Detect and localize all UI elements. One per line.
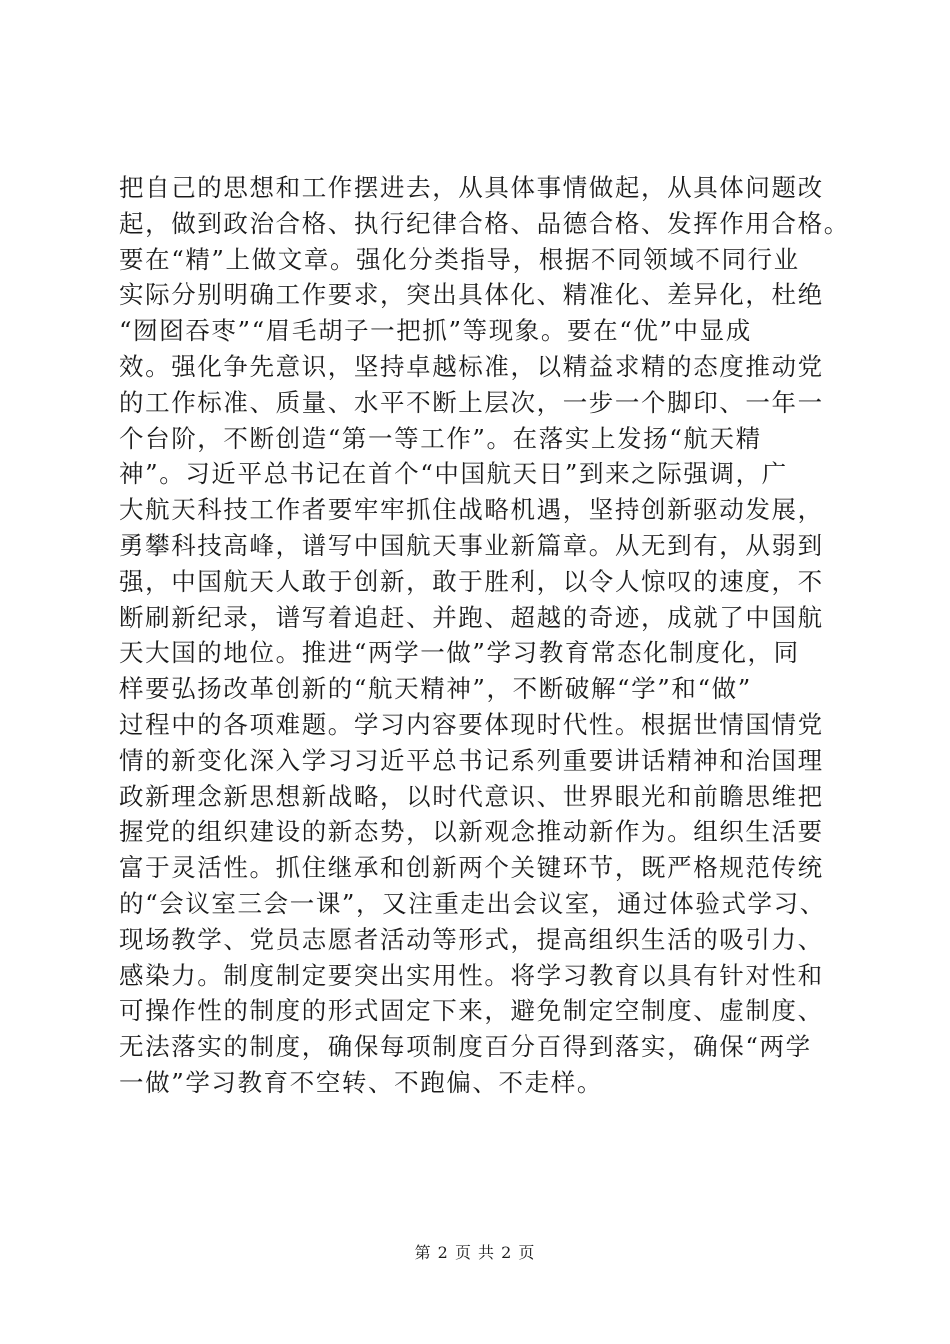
text-line: 政新理念新思想新战略，以时代意识、世界眼光和前瞻思维把 xyxy=(119,781,824,811)
text-line: 富于灵活性。抓住继承和创新两个关键环节，既严格规范传统 xyxy=(119,853,824,883)
text-line: 握党的组织建设的新态势，以新观念推动新作为。组织生活要 xyxy=(119,817,824,847)
text-line: 的工作标准、质量、水平不断上层次，一步一个脚印、一年一 xyxy=(119,387,824,417)
text-line: 效。强化争先意识，坚持卓越标准，以精益求精的态度推动党 xyxy=(119,351,824,381)
body-paragraph xyxy=(119,170,850,1101)
text-line: “囫囵吞枣”“眉毛胡子一把抓”等现象。要在“优”中显成 xyxy=(119,316,752,346)
text-line: 感染力。制度制定要突出实用性。将学习教育以具有针对性和 xyxy=(119,960,824,990)
text-line: 无法落实的制度，确保每项制度百分百得到落实，确保“两学 xyxy=(119,1032,812,1062)
text-line: 强，中国航天人敢于创新，敢于胜利，以令人惊叹的速度，不 xyxy=(119,566,824,596)
text-line: 的“会议室三会一课”，又注重走出会议室，通过体验式学习、 xyxy=(119,888,826,918)
text-line: 样要弘扬改革创新的“航天精神”，不断破解“学”和“做” xyxy=(119,674,752,704)
text-line: 情的新变化深入学习习近平总书记系列重要讲话精神和治国理 xyxy=(119,745,824,775)
text-line: 可操作性的制度的形式固定下来，避免制定空制度、虚制度、 xyxy=(119,996,824,1026)
text-line: 现场教学、党员志愿者活动等形式，提高组织生活的吸引力、 xyxy=(119,924,824,954)
text-line: 天大国的地位。推进“两学一做”学习教育常态化制度化，同 xyxy=(119,638,800,668)
text-line: 起，做到政治合格、执行纪律合格、品德合格、发挥作用合格。 xyxy=(119,208,850,238)
text-line: 实际分别明确工作要求，突出具体化、精准化、差异化，杜绝 xyxy=(119,280,824,310)
text-line: 要在“精”上做文章。强化分类指导，根据不同领域不同行业 xyxy=(119,244,800,274)
page-number-label: 第 2 页 共 2 页 xyxy=(414,1243,536,1262)
text-line: 大航天科技工作者要牢牢抓住战略机遇，坚持创新驱动发展， xyxy=(119,495,824,525)
text-line: 断刷新纪录，谱写着追赶、并跑、超越的奇迹，成就了中国航 xyxy=(119,602,824,632)
text-line: 神”。习近平总书记在首个“中国航天日”到来之际强调，广 xyxy=(119,459,788,489)
text-line: 勇攀科技高峰，谱写中国航天事业新篇章。从无到有，从弱到 xyxy=(119,530,824,560)
text-line: 过程中的各项难题。学习内容要体现时代性。根据世情国情党 xyxy=(119,709,824,739)
text-line: 把自己的思想和工作摆进去，从具体事情做起，从具体问题改 xyxy=(119,173,824,202)
page-footer xyxy=(0,1242,950,1264)
text-line: 个台阶，不断创造“第一等工作”。在落实上发扬“航天精 xyxy=(119,423,762,453)
text-line: 一做”学习教育不空转、不跑偏、不走样。 xyxy=(119,1067,603,1097)
